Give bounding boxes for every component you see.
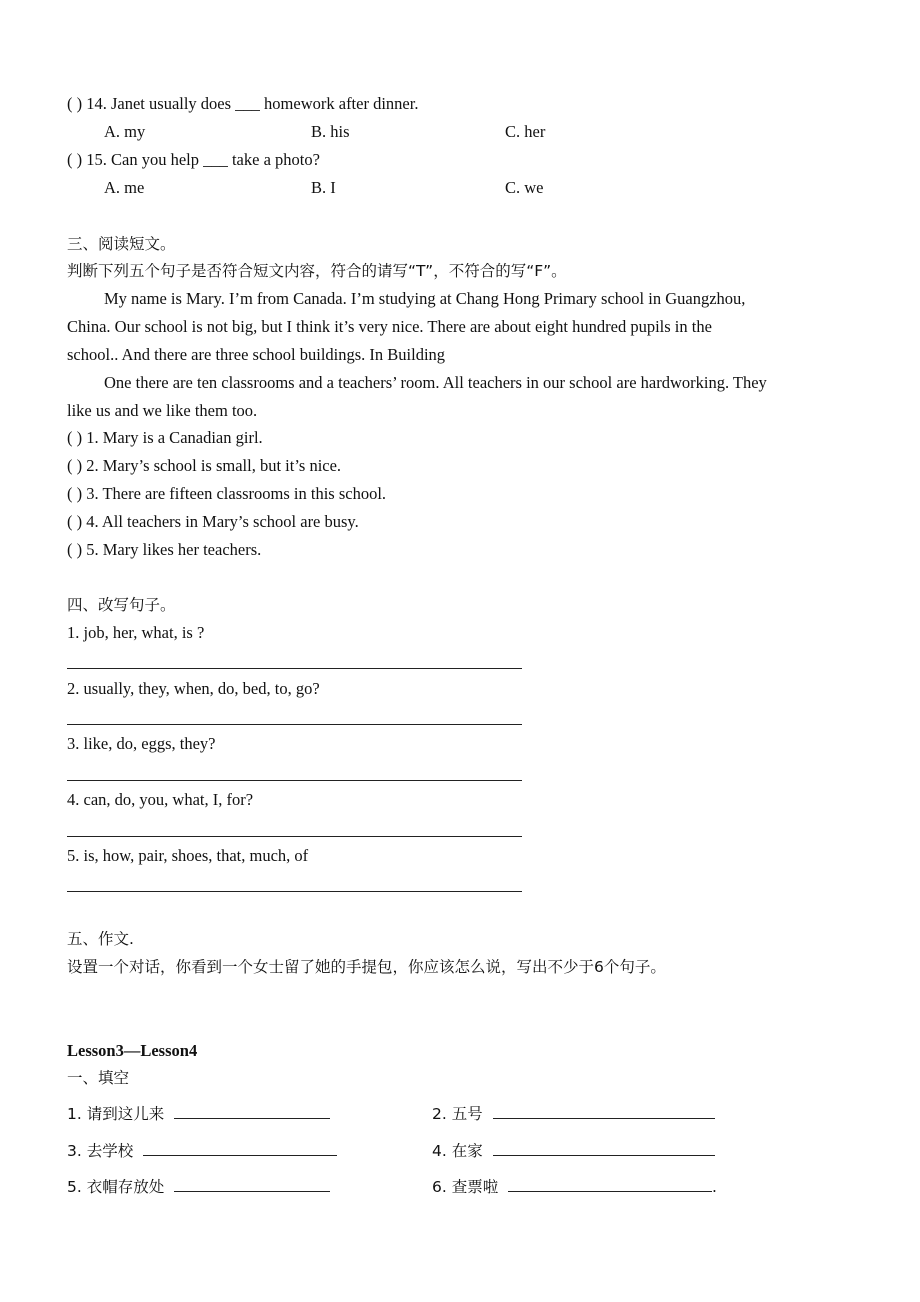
option-15-c: C. we [505, 178, 544, 197]
fill-item-6-suffix: . [712, 1177, 717, 1196]
answer-line-2[interactable] [67, 724, 522, 725]
question-14: ( ) 14. Janet usually does ___ homework after dinner. [67, 94, 419, 113]
rewrite-item-5: 5. is, how, pair, shoes, that, much, of [67, 846, 309, 865]
fill-item-1 [67, 1103, 330, 1124]
reading-instruction: 判断下列五个句子是否符合短文内容，符合的请写“T”，不符合的写“F”。 [67, 262, 567, 280]
answer-line-5[interactable] [67, 891, 522, 892]
writing-prompt: 设置一个对话，你看到一个女士留了她的手提包，你应该怎么说，写出不少于6个句子。 [67, 958, 666, 976]
writing-heading: 五、作文. [67, 930, 134, 948]
reading-heading: 三、阅读短文。 [67, 235, 176, 253]
rewrite-item-2: 2. usually, they, when, do, bed, to, go? [67, 679, 320, 698]
fill-item-5 [67, 1176, 330, 1197]
fill-item-5-label: 5. 衣帽存放处 [67, 1178, 165, 1196]
fill-blank-5[interactable] [174, 1176, 330, 1192]
fill-item-3-label: 3. 去学校 [67, 1142, 134, 1160]
statement-5: ( ) 5. Mary likes her teachers. [67, 540, 262, 559]
statement-4: ( ) 4. All teachers in Mary’s school are busy. [67, 512, 359, 531]
fill-item-4 [432, 1140, 715, 1161]
rewrite-heading: 四、改写句子。 [67, 596, 176, 614]
passage-line-4: One there are ten classrooms and a teachers’ room. All teachers in our school are hardworking. They [104, 373, 767, 392]
fill-item-2 [432, 1103, 715, 1124]
option-15-a: A. me [104, 178, 145, 197]
question-15: ( ) 15. Can you help ___ take a photo? [67, 150, 320, 169]
passage-line-1: My name is Mary. I’m from Canada. I’m studying at Chang Hong Primary school in Guangzhou, [104, 289, 746, 308]
lesson-title: Lesson3—Lesson4 [67, 1041, 198, 1060]
fill-blank-3[interactable] [143, 1140, 337, 1156]
fill-blank-6[interactable] [508, 1176, 712, 1192]
option-14-b: B. his [311, 122, 350, 141]
passage-line-3: school.. And there are three school buildings. In Building [67, 345, 446, 364]
fill-item-4-label: 4. 在家 [432, 1142, 483, 1160]
answer-line-3[interactable] [67, 780, 522, 781]
passage-line-2: China. Our school is not big, but I think it’s very nice. There are about eight hundred pupils in the [67, 317, 712, 336]
option-14-a: A. my [104, 122, 146, 141]
fill-item-3 [67, 1140, 337, 1161]
fill-item-6 [432, 1176, 716, 1197]
rewrite-item-4: 4. can, do, you, what, I, for? [67, 790, 254, 809]
statement-2: ( ) 2. Mary’s school is small, but it’s nice. [67, 456, 342, 475]
fill-item-6-label: 6. 查票啦 [432, 1178, 499, 1196]
fill-blank-2[interactable] [493, 1103, 715, 1119]
fill-heading: 一、填空 [67, 1069, 130, 1087]
answer-line-1[interactable] [67, 668, 522, 669]
option-14-c: C. her [505, 122, 546, 141]
fill-item-2-label: 2. 五号 [432, 1105, 483, 1123]
fill-blank-4[interactable] [493, 1140, 715, 1156]
passage-line-5: like us and we like them too. [67, 401, 258, 420]
rewrite-item-1: 1. job, her, what, is ? [67, 623, 205, 642]
fill-blank-1[interactable] [174, 1103, 330, 1119]
statement-3: ( ) 3. There are fifteen classrooms in this school. [67, 484, 387, 503]
statement-1: ( ) 1. Mary is a Canadian girl. [67, 428, 263, 447]
rewrite-item-3: 3. like, do, eggs, they? [67, 734, 216, 753]
option-15-b: B. I [311, 178, 336, 197]
answer-line-4[interactable] [67, 836, 522, 837]
fill-item-1-label: 1. 请到这儿来 [67, 1105, 165, 1123]
